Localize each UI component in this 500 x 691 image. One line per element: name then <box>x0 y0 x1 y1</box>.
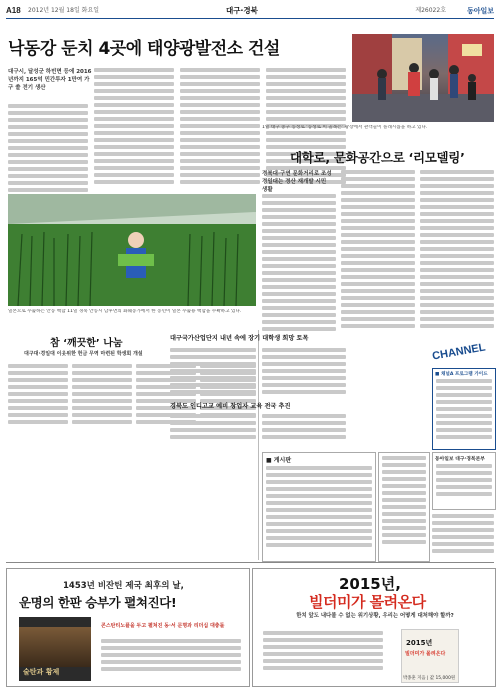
flashmob-photo <box>352 34 494 122</box>
ad-divider <box>6 562 494 563</box>
right-bottom-text <box>432 514 494 558</box>
debt-ad-year: 2015년, <box>339 575 401 593</box>
charity-headline: 참 ‘깨끗한’ 나눔 <box>50 338 123 349</box>
lead-article-col-3 <box>180 68 260 188</box>
subscription-title: 동아일보 대구·경북본부 <box>435 457 485 462</box>
channel-guide-title: ■ 채널A 프로그램 가이드 <box>435 372 488 377</box>
industry-col-1 <box>170 348 256 400</box>
debt-ad-tagline: 한치 앞도 내다볼 수 없는 위기상황, 우리는 어떻게 대처해야 할까? <box>296 613 454 619</box>
sultan-book-cover <box>19 617 91 681</box>
charity-col-1 <box>8 364 68 426</box>
edition-number: 제26022호 <box>415 7 446 14</box>
channel-guide-box <box>432 368 496 450</box>
startup-col-2 <box>262 414 346 444</box>
channel-logo: CHANNEL <box>431 341 487 363</box>
lead-article-col-2 <box>94 68 174 188</box>
startup-col-1 <box>170 414 256 444</box>
debt-book-title: 빌더미가 몰려온다 <box>405 651 446 657</box>
right-article-col-3 <box>420 170 494 334</box>
page-header <box>6 4 494 19</box>
right-article-col-1 <box>262 194 336 334</box>
issue-date: 2012년 12월 18일 화요일 <box>28 7 100 14</box>
lily-farm-photo-art <box>8 194 256 306</box>
book-ad-debt <box>252 568 496 687</box>
industry-headline: 대구국가산업단지 내년 속에 장기 대학생 희망 토목 <box>170 335 309 342</box>
right-headline: 대학로, 문화공간으로 ‘리모델링’ <box>290 150 465 165</box>
lily-caption: 일본으로 수출하는 안동 백합 11일 경북 안동시 남후면의 화훼농가에서 한 농민이 일본 수출용 백합을 수확하고 있다. <box>8 309 242 314</box>
charity-col-2 <box>72 364 132 426</box>
book-ad-sultan <box>6 568 250 687</box>
paper-name: 동아일보 <box>466 7 494 15</box>
subscription-box <box>432 452 496 510</box>
debt-ad-copy <box>263 631 383 681</box>
flashmob-caption: 1일 대구 중구 동성로 ‘동성로 이 골목은’ 광장에서 관객들이 플래시몹을 하고 있다. <box>262 125 428 130</box>
bulletin-box-2 <box>378 452 430 562</box>
startup-headline: 경북도 인디고교 예비 창업자 교육 전국 추진 <box>170 403 291 410</box>
flashmob-photo-art <box>352 34 494 122</box>
sultan-book-title: 술탄과 황제 <box>23 668 60 676</box>
sultan-ad-tagline: 콘스탄티노플을 두고 펼쳐진 동·서 문명과 리더십 대충돌 <box>101 623 225 629</box>
sultan-ad-line2: 운명의 한판 승부가 펼쳐진다! <box>19 595 177 610</box>
debt-book-year: 2015년 <box>406 639 433 647</box>
page-number: A18 <box>6 6 21 15</box>
lily-farm-photo <box>8 194 256 306</box>
right-subhead: 경북대·구연 문화거리로 조성 경일대는 경산 재개발 시민 생활 <box>262 171 332 193</box>
right-article-col-2 <box>341 170 415 334</box>
lead-headline: 낙동강 둔치 4곳에 태양광발전소 건설 <box>8 39 280 59</box>
bulletin-box <box>262 452 376 562</box>
charity-subhead: 대구대·경일대 이웃위한 헌금 무역 마련된 학생회 개설 <box>24 351 143 357</box>
debt-ad-title: 빌더미가 몰려온다 <box>309 593 426 611</box>
column-divider <box>258 330 259 560</box>
debt-ad-price: 박종훈 지음 | 값 15,000원 <box>403 676 456 681</box>
industry-col-2 <box>262 348 346 400</box>
bulletin-title: ■ 게시판 <box>266 457 292 464</box>
sultan-ad-copy <box>101 639 241 679</box>
sultan-ad-line1: 1453년 비잔틴 제국 최후의 날, <box>63 581 184 591</box>
section-name: 대구·경북 <box>226 6 258 15</box>
lead-subhead: 대구시, 달성군 하빈면 등에 2016년까지 165억 민간투자 1만여 가구 쓸 전기 생산 <box>8 69 92 91</box>
